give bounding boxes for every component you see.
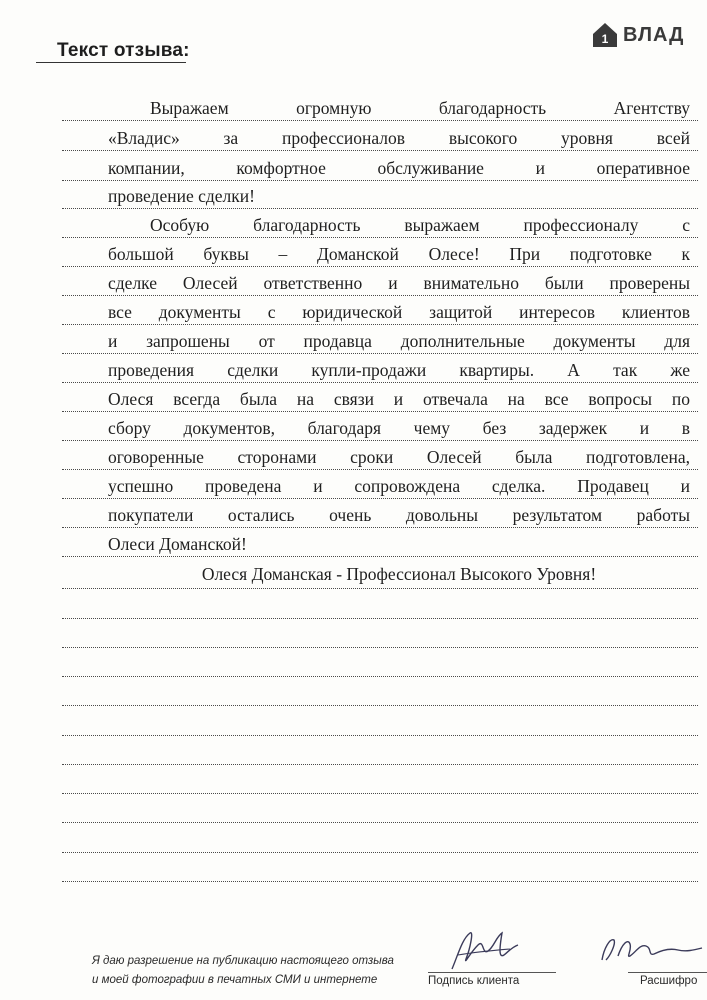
review-text-line: компании, комфортное обслуживание и оперативное: [108, 158, 690, 178]
ruled-line: [62, 676, 698, 677]
ruled-line: [62, 411, 698, 412]
ruled-line: [62, 588, 698, 589]
ruled-line: [62, 735, 698, 736]
ruled-line: [62, 295, 698, 296]
handwritten-signature-icon: [440, 925, 530, 975]
ruled-line: [62, 382, 698, 383]
ruled-line: [62, 208, 698, 209]
page-title: Текст отзыва:: [57, 40, 190, 61]
ruled-line: [62, 440, 698, 441]
ruled-line: [62, 822, 698, 823]
title-underline: [36, 62, 186, 63]
decryption-label: Расшифро: [640, 975, 698, 987]
ruled-line: [62, 618, 698, 619]
review-text-line: и запрошены от продавца дополнительные документы для: [108, 331, 690, 351]
ruled-line: [62, 764, 698, 765]
ruled-line: [62, 180, 698, 181]
ruled-line: [62, 881, 698, 882]
review-text-line: Выражаем огромную благодарность Агентству: [150, 98, 690, 118]
review-text-line: покупатели остались очень довольны результатом работы: [108, 505, 690, 525]
review-text-line: успешно проведена и сопровождена сделка. Продавец и: [108, 476, 690, 496]
review-text-line: проведения сделки купли-продажи квартиры. А так же: [108, 360, 690, 380]
review-text-line: проведение сделки!: [108, 186, 255, 206]
consent-line: Я даю разрешение на публикацию настоящего отзыва: [92, 955, 394, 967]
ruled-line: [62, 150, 698, 151]
signature-label: Подпись клиента: [428, 975, 520, 987]
ruled-line: [62, 237, 698, 238]
ruled-line: [62, 647, 698, 648]
handwritten-signature-icon: [596, 930, 706, 970]
ruled-line: [62, 120, 698, 121]
ruled-line: [62, 353, 698, 354]
ruled-line: [62, 498, 698, 499]
ruled-line: [62, 527, 698, 528]
ruled-line: [62, 324, 698, 325]
ruled-line: [62, 469, 698, 470]
review-text-line: большой буквы – Доманской Олесе! При подготовке к: [108, 244, 690, 264]
review-text-line: Особую благодарность выражаем профессионалу с: [150, 215, 690, 235]
decryption-line: [628, 972, 707, 973]
ruled-line: [62, 705, 698, 706]
review-text-line: сбору документов, благодаря чему без задержек и в: [108, 418, 690, 438]
svg-text:1: 1: [601, 32, 609, 46]
review-text-line: оговоренные сторонами сроки Олесей была подготовлена,: [108, 447, 690, 467]
ruled-line: [62, 556, 698, 557]
consent-line: и моей фотографии в печатных СМИ и интернете: [92, 974, 378, 986]
review-text-line: Олеся всегда была на связи и отвечала на все вопросы по: [108, 389, 690, 409]
brand-logo: [592, 22, 684, 48]
review-text-line: все документы с юридической защитой интересов клиентов: [108, 302, 690, 322]
review-text-line: сделке Олесей ответственно и внимательно были проверены: [108, 273, 690, 293]
ruled-line: [62, 793, 698, 794]
review-text-line: Олеси Доманской!: [108, 534, 247, 554]
signature-line: [428, 972, 556, 973]
review-text-line: «Владис» за профессионалов высокого уровня всей: [108, 128, 690, 148]
ruled-line: [62, 266, 698, 267]
publication-consent: [92, 952, 394, 990]
ruled-line: [62, 852, 698, 853]
brand-name: ВЛАД: [623, 23, 685, 46]
house-number-icon: [592, 22, 618, 48]
review-closing-line: Олеся Доманская - Профессионал Высокого Уровня!: [201, 564, 597, 584]
